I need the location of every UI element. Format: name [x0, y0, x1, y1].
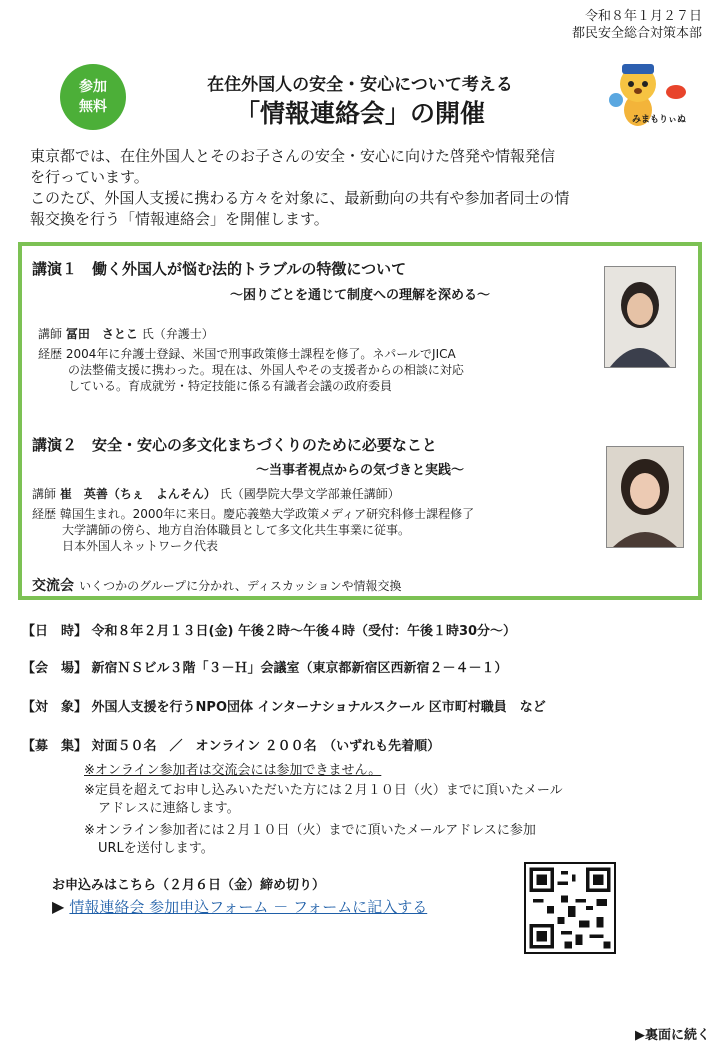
intro-line: を行っています。 — [30, 168, 149, 186]
speaker-name: 冨田 さとこ — [65, 327, 138, 341]
intro-line: このたび、外国人支援に携わる方々を対象に、最新動向の共有や参加者同士の情 — [30, 189, 570, 207]
speaker-label: 講師 — [38, 327, 63, 341]
exchange-label: 交流会 — [32, 578, 74, 594]
capacity-label: 【募 集】 — [22, 739, 88, 754]
lecture2-career — [32, 506, 474, 554]
detail-venue — [22, 657, 508, 676]
lecture2-title: 講演２ 安全・安心の多文化まちづくりのために必要なこと — [32, 436, 437, 454]
intro-line: 東京都では、在住外国人とそのお子さんの安全・安心に向けた啓発や情報発信 — [30, 147, 556, 165]
exchange-section — [32, 575, 402, 595]
career-line: 大学講師の傍ら、地方自治体職員として多文化共生事業に従事。 — [62, 523, 411, 537]
lecture1-career — [38, 346, 464, 394]
mascot-name: みまもりぃぬ — [632, 115, 687, 125]
capacity-value: 対面５０名 ／ オンライン ２００名 （いずれも先着順） — [91, 739, 441, 754]
note-line: アドレスに連絡します。 — [98, 801, 240, 816]
date-label: 【日 時】 — [22, 624, 88, 639]
page-subtitle: 在住外国人の安全・安心について考える — [207, 75, 513, 95]
career-label: 経歴 — [38, 347, 63, 361]
speaker-label: 講師 — [32, 487, 57, 501]
speaker-suffix: 氏（弁護士） — [141, 327, 214, 341]
intro-line: 報交換を行う「情報連絡会」を開催します。 — [30, 210, 329, 228]
date-value: 令和８年２月１３日(金) 午後２時～午後４時（受付：午後１時30分～） — [91, 624, 517, 639]
venue-label: 【会 場】 — [22, 661, 88, 676]
page-title: 「情報連絡会」の開催 — [234, 99, 485, 128]
note-line: ※オンライン参加者には２月１０日（火）までに頂いたメールアドレスに参加 — [84, 823, 536, 838]
detail-target — [22, 696, 546, 715]
lecture1-speaker — [38, 326, 214, 342]
career-line: 日本外国人ネットワーク代表 — [62, 539, 219, 553]
speaker1-photo — [604, 266, 676, 368]
target-label: 【対 象】 — [22, 700, 88, 715]
continue-on-back: ▶裏面に続く — [635, 1028, 710, 1043]
detail-date — [22, 620, 516, 639]
speaker2-photo — [606, 446, 684, 548]
note-line: URLを送付します。 — [98, 841, 214, 856]
qr-code-icon[interactable] — [524, 862, 616, 954]
target-value: 外国人支援を行うNPO団体 インターナショナルスクール 区市町村職員 など — [91, 700, 546, 715]
career-line: の法整備支援に携わった。現在は、外国人やその支援者からの相談に対応 — [68, 363, 464, 377]
detail-capacity — [22, 735, 440, 754]
intro-text — [30, 146, 698, 230]
career-label: 経歴 — [32, 507, 57, 521]
apply-link-row — [52, 896, 427, 917]
application-form-link[interactable]: 情報連絡会 参加申込フォーム － フォームに記入する — [69, 898, 428, 916]
note-line: ※定員を超えてお申し込みいただいた方には２月１０日（火）までに頂いたメール — [84, 783, 563, 798]
venue-value: 新宿ＮＳビル３階「３－Ｈ」会議室（東京都新宿区西新宿２－４－１） — [91, 661, 508, 676]
issue-date: 令和８年１月２７日 — [584, 9, 702, 24]
issuing-org: 都民安全総合対策本部 — [571, 26, 702, 41]
note-over-capacity — [84, 782, 563, 818]
badge-line1: 参加 — [79, 79, 107, 95]
career-line: 韓国生まれ。2000年に来日。慶応義塾大学政策メディア研究科修士課程修了 — [59, 507, 475, 521]
lecture1-title: 講演１ 働く外国人が悩む法的トラブルの特徴について — [32, 260, 407, 278]
speaker-name: 崔 英善（ちぇ よんそん） — [59, 487, 216, 501]
apply-heading: お申込みはこちら（２月６日（金）締め切り） — [52, 878, 326, 893]
lecture2-subtitle: ～当事者視点からの気づきと実践～ — [255, 463, 464, 478]
note-online-url — [84, 822, 536, 858]
badge-line2: 無料 — [79, 99, 107, 115]
lecture1-subtitle: ～困りごとを通じて制度への理解を深める～ — [229, 288, 490, 303]
career-line: している。育成就労・特定技能に係る有識者会議の政府委員 — [68, 379, 393, 393]
career-line: 2004年に弁護士登録、米国で刑事政策修士課程を修了。ネパールでJICA — [65, 347, 456, 361]
note-online-exchange: ※オンライン参加者は交流会には参加できません。 — [84, 763, 382, 778]
header-date-block — [572, 8, 702, 42]
arrow-icon: ▶ — [52, 897, 65, 916]
speaker-suffix: 氏（國學院大學文学部兼任講師） — [219, 487, 400, 501]
exchange-text: いくつかのグループに分かれ、ディスカッションや情報交換 — [79, 579, 402, 593]
lecture2-speaker — [32, 486, 400, 502]
